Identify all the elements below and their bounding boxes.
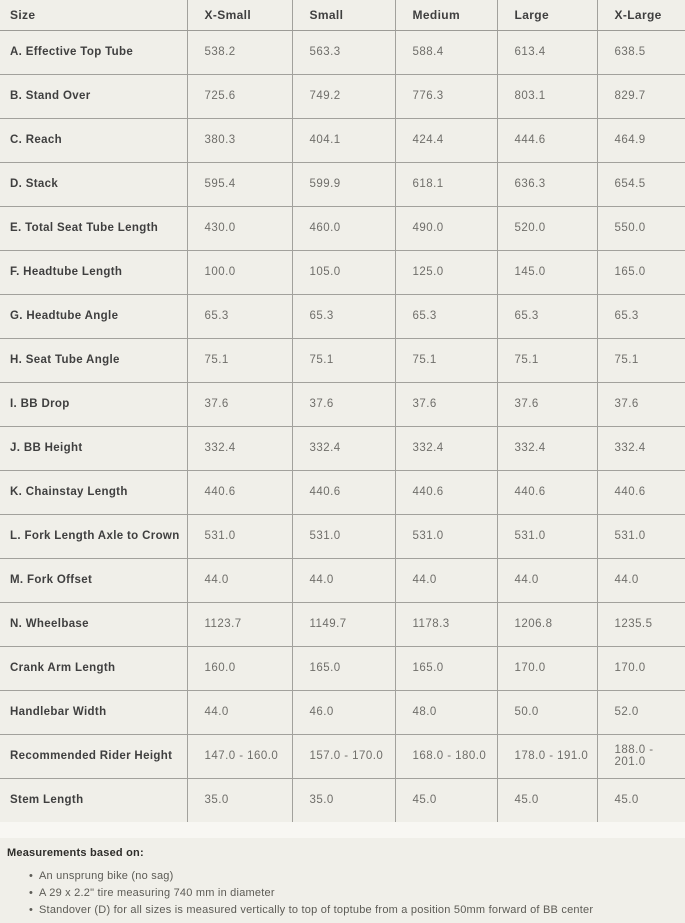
- table-row: [0, 734, 685, 778]
- table-row: [0, 206, 685, 250]
- cell-value: 440.6: [395, 470, 497, 514]
- row-label: K. Chainstay Length: [0, 470, 187, 514]
- cell-value: 332.4: [187, 426, 292, 470]
- cell-value: 1123.7: [187, 602, 292, 646]
- cell-value: 332.4: [497, 426, 597, 470]
- cell-value: 37.6: [597, 382, 685, 426]
- cell-value: 37.6: [497, 382, 597, 426]
- cell-value: 65.3: [597, 294, 685, 338]
- row-label: C. Reach: [0, 118, 187, 162]
- table-row: [0, 426, 685, 470]
- cell-value: 46.0: [292, 690, 395, 734]
- row-label: F. Headtube Length: [0, 250, 187, 294]
- cell-value: 48.0: [395, 690, 497, 734]
- bullet-icon: •: [29, 887, 34, 899]
- table-row: [0, 30, 685, 74]
- cell-value: 45.0: [597, 778, 685, 822]
- cell-value: 178.0 - 191.0: [497, 734, 597, 778]
- cell-value: 157.0 - 170.0: [292, 734, 395, 778]
- header-row: [0, 0, 685, 30]
- cell-value: 1178.3: [395, 602, 497, 646]
- cell-value: 188.0 - 201.0: [597, 734, 685, 778]
- cell-value: 531.0: [497, 514, 597, 558]
- cell-value: 52.0: [597, 690, 685, 734]
- cell-value: 44.0: [187, 690, 292, 734]
- column-header-medium: Medium: [395, 0, 497, 30]
- cell-value: 588.4: [395, 30, 497, 74]
- cell-value: 332.4: [597, 426, 685, 470]
- cell-value: 332.4: [292, 426, 395, 470]
- cell-value: 44.0: [497, 558, 597, 602]
- cell-value: 776.3: [395, 74, 497, 118]
- cell-value: 44.0: [187, 558, 292, 602]
- column-header-large: Large: [497, 0, 597, 30]
- column-header-xsmall: X-Small: [187, 0, 292, 30]
- footnotes-section: [0, 838, 685, 919]
- cell-value: 75.1: [597, 338, 685, 382]
- row-label: L. Fork Length Axle to Crown: [0, 514, 187, 558]
- cell-value: 1235.5: [597, 602, 685, 646]
- cell-value: 45.0: [497, 778, 597, 822]
- cell-value: 464.9: [597, 118, 685, 162]
- column-header-small: Small: [292, 0, 395, 30]
- row-label: Handlebar Width: [0, 690, 187, 734]
- cell-value: 380.3: [187, 118, 292, 162]
- table-row: [0, 294, 685, 338]
- row-label: Stem Length: [0, 778, 187, 822]
- cell-value: 75.1: [187, 338, 292, 382]
- row-label: A. Effective Top Tube: [0, 30, 187, 74]
- table-row: [0, 558, 685, 602]
- cell-value: 75.1: [292, 338, 395, 382]
- cell-value: 538.2: [187, 30, 292, 74]
- cell-value: 531.0: [395, 514, 497, 558]
- table-row: [0, 602, 685, 646]
- cell-value: 168.0 - 180.0: [395, 734, 497, 778]
- cell-value: 520.0: [497, 206, 597, 250]
- row-label: I. BB Drop: [0, 382, 187, 426]
- cell-value: 75.1: [497, 338, 597, 382]
- table-row: [0, 514, 685, 558]
- cell-value: 613.4: [497, 30, 597, 74]
- row-label: M. Fork Offset: [0, 558, 187, 602]
- cell-value: 332.4: [395, 426, 497, 470]
- table-row: [0, 690, 685, 734]
- table-row: [0, 470, 685, 514]
- table-row: [0, 646, 685, 690]
- cell-value: 725.6: [187, 74, 292, 118]
- cell-value: 599.9: [292, 162, 395, 206]
- column-header-xlarge: X-Large: [597, 0, 685, 30]
- bullet-icon: •: [29, 904, 34, 916]
- table-scroll-track: [0, 822, 685, 838]
- cell-value: 44.0: [292, 558, 395, 602]
- table-row: [0, 382, 685, 426]
- cell-value: 803.1: [497, 74, 597, 118]
- table-row: [0, 118, 685, 162]
- cell-value: 531.0: [292, 514, 395, 558]
- table-row: [0, 338, 685, 382]
- cell-value: 65.3: [395, 294, 497, 338]
- cell-value: 165.0: [395, 646, 497, 690]
- table-row: [0, 162, 685, 206]
- cell-value: 638.5: [597, 30, 685, 74]
- cell-value: 404.1: [292, 118, 395, 162]
- column-header-size: Size: [0, 0, 187, 30]
- cell-value: 440.6: [597, 470, 685, 514]
- footnote-item: • An unsprung bike (no sag): [29, 868, 673, 885]
- row-label: H. Seat Tube Angle: [0, 338, 187, 382]
- row-label: Crank Arm Length: [0, 646, 187, 690]
- cell-value: 531.0: [187, 514, 292, 558]
- table-row: [0, 250, 685, 294]
- cell-value: 654.5: [597, 162, 685, 206]
- cell-value: 430.0: [187, 206, 292, 250]
- cell-value: 37.6: [395, 382, 497, 426]
- cell-value: 45.0: [395, 778, 497, 822]
- row-label: G. Headtube Angle: [0, 294, 187, 338]
- cell-value: 65.3: [187, 294, 292, 338]
- cell-value: 440.6: [292, 470, 395, 514]
- cell-value: 618.1: [395, 162, 497, 206]
- cell-value: 75.1: [395, 338, 497, 382]
- cell-value: 50.0: [497, 690, 597, 734]
- cell-value: 440.6: [187, 470, 292, 514]
- cell-value: 490.0: [395, 206, 497, 250]
- cell-value: 147.0 - 160.0: [187, 734, 292, 778]
- cell-value: 160.0: [187, 646, 292, 690]
- cell-value: 105.0: [292, 250, 395, 294]
- cell-value: 444.6: [497, 118, 597, 162]
- footnotes-heading: Measurements based on:: [7, 847, 144, 859]
- bullet-icon: •: [29, 870, 34, 882]
- table-row: [0, 74, 685, 118]
- row-label: Recommended Rider Height: [0, 734, 187, 778]
- row-label: D. Stack: [0, 162, 187, 206]
- cell-value: 145.0: [497, 250, 597, 294]
- cell-value: 165.0: [597, 250, 685, 294]
- cell-value: 100.0: [187, 250, 292, 294]
- cell-value: 44.0: [597, 558, 685, 602]
- cell-value: 636.3: [497, 162, 597, 206]
- cell-value: 37.6: [292, 382, 395, 426]
- row-label: J. BB Height: [0, 426, 187, 470]
- cell-value: 44.0: [395, 558, 497, 602]
- row-label: B. Stand Over: [0, 74, 187, 118]
- cell-value: 125.0: [395, 250, 497, 294]
- cell-value: 424.4: [395, 118, 497, 162]
- cell-value: 563.3: [292, 30, 395, 74]
- cell-value: 1149.7: [292, 602, 395, 646]
- cell-value: 165.0: [292, 646, 395, 690]
- cell-value: 35.0: [292, 778, 395, 822]
- cell-value: 170.0: [497, 646, 597, 690]
- footnote-item: • Standover (D) for all sizes is measured vertically to top of toptube from a position 50mm forward of BB center: [29, 902, 673, 919]
- footnote-item: • A 29 x 2.2" tire measuring 740 mm in diameter: [29, 885, 673, 902]
- cell-value: 65.3: [292, 294, 395, 338]
- cell-value: 531.0: [597, 514, 685, 558]
- cell-value: 749.2: [292, 74, 395, 118]
- row-label: N. Wheelbase: [0, 602, 187, 646]
- cell-value: 35.0: [187, 778, 292, 822]
- cell-value: 440.6: [497, 470, 597, 514]
- table-row: [0, 778, 685, 822]
- cell-value: 65.3: [497, 294, 597, 338]
- cell-value: 1206.8: [497, 602, 597, 646]
- footnotes-list: [7, 868, 673, 919]
- cell-value: 550.0: [597, 206, 685, 250]
- row-label: E. Total Seat Tube Length: [0, 206, 187, 250]
- cell-value: 829.7: [597, 74, 685, 118]
- cell-value: 170.0: [597, 646, 685, 690]
- cell-value: 595.4: [187, 162, 292, 206]
- cell-value: 460.0: [292, 206, 395, 250]
- cell-value: 37.6: [187, 382, 292, 426]
